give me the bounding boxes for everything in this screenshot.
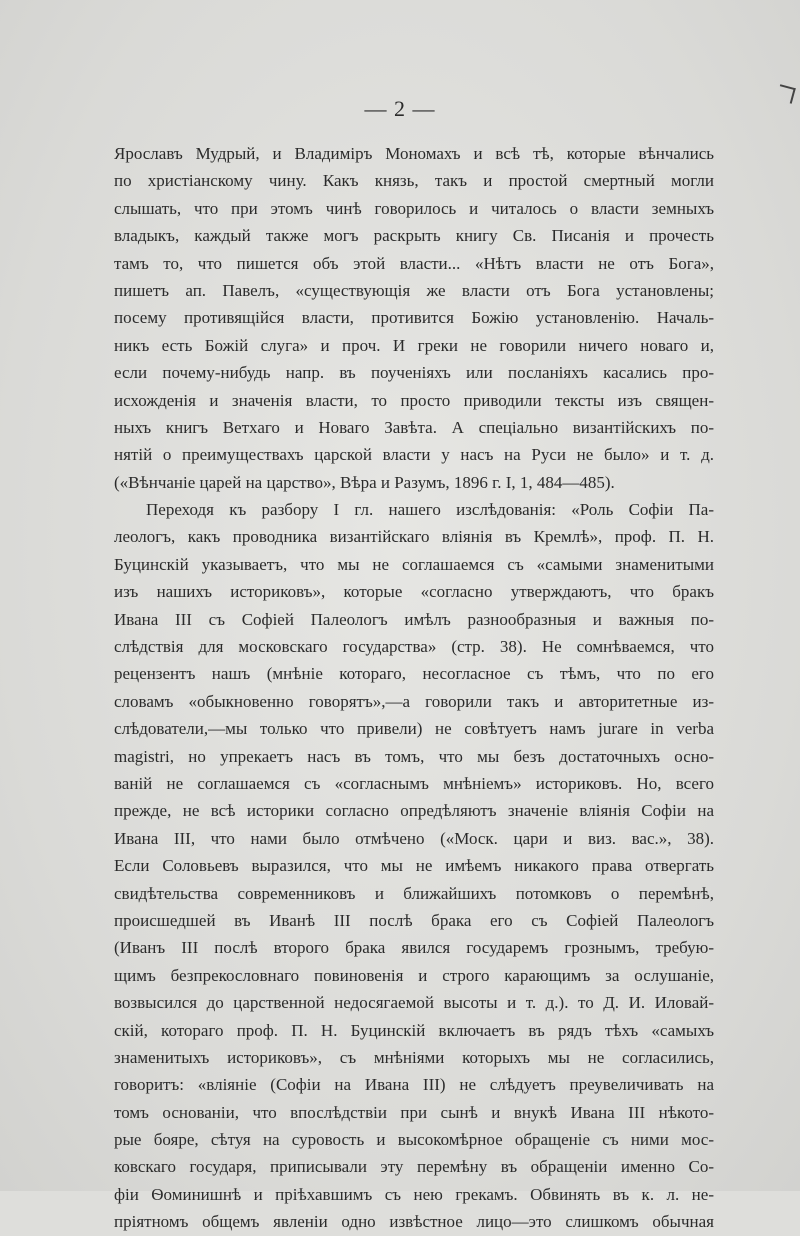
text-line: тамъ то, что пишется объ этой власти... «Нѣтъ власти не отъ Бога», bbox=[114, 253, 714, 273]
text-line: леологъ, какъ проводника византійскаго вліянія въ Кремлѣ», проф. П. Н. bbox=[114, 527, 714, 547]
text-line: Если Соловьевъ выразился, что мы не имѣемъ никакого права отвергать bbox=[114, 856, 714, 876]
text-line: ныхъ книгъ Ветхаго и Новаго Завѣта. А спеціально византійскихъ по- bbox=[114, 417, 714, 437]
text-line: Ивана III съ Софіей Палеологъ имѣлъ разнообразныя и важныя по- bbox=[114, 609, 714, 629]
text-line: ковскаго государя, приписывали эту перемѣну въ обращеніи именно Со- bbox=[114, 1157, 714, 1177]
text-line: слышать, что при этомъ чинѣ говорилось и читалось о власти земныхъ bbox=[114, 198, 714, 218]
text-line: фіи Ѳоминишнѣ и пріѣхавшимъ съ нею грекамъ. Обвинять въ к. л. не- bbox=[114, 1184, 714, 1204]
text-line: ваній не соглашаемся съ «согласнымъ мнѣніемъ» историковъ. Но, всего bbox=[114, 773, 714, 793]
text-line: пріятномъ общемъ явленіи одно извѣстное лицо—это слишкомъ обычная bbox=[114, 1212, 714, 1232]
text-line: владыкъ, каждый также могъ раскрыть книгу Св. Писанія и прочесть bbox=[114, 226, 714, 246]
text-line: исхожденія и значенія власти, то просто приводили тексты изъ священ- bbox=[114, 390, 714, 410]
text-line: («Вѣнчаніе царей на царство», Вѣра и Разумъ, 1896 г. I, 1, 484—485). bbox=[114, 472, 615, 492]
text-line: рецензентъ нашъ (мнѣніе котораго, несогласное съ тѣмъ, что по его bbox=[114, 664, 714, 684]
text-line: возвысился до царственной недосягаемой высоты и т. д.). то Д. И. Иловай- bbox=[114, 993, 714, 1013]
text-line: если почему-нибудь напр. въ поученіяхъ или посланіяхъ касались про- bbox=[114, 363, 714, 383]
text-line: Переходя къ разбору I гл. нашего изслѣдованія: «Роль Софіи Па- bbox=[146, 500, 714, 520]
text-line: слѣдователи,—мы только что привели) не совѣтуетъ намъ jurare in verba bbox=[114, 719, 714, 739]
text-line: (Иванъ III послѣ второго брака явился государемъ грознымъ, требую- bbox=[114, 938, 714, 958]
text-line: Буцинскій указываетъ, что мы не соглашаемся съ «самыми знаменитыми bbox=[114, 554, 714, 574]
page-number: — 2 — bbox=[364, 96, 436, 121]
text-line: Ивана III, что нами было отмѣчено («Моск. цари и виз. вас.», 38). bbox=[114, 828, 714, 848]
text-line: пишетъ ап. Павелъ, «существующія же власти отъ Бога установлены; bbox=[114, 280, 714, 300]
text-line: томъ основаніи, что впослѣдствіи при сынѣ и внукѣ Ивана III нѣкото- bbox=[114, 1102, 714, 1122]
text-line: рые бояре, сѣтуя на суровость и высокомѣрное обращеніе съ ними мос- bbox=[114, 1130, 714, 1150]
text-line: прежде, не всѣ историки согласно опредѣляютъ значеніе вліянія Софіи на bbox=[114, 801, 714, 821]
text-line: словамъ «обыкновенно говорятъ»,—а говорили такъ и авторитетные из- bbox=[114, 691, 714, 711]
text-line: скій, котораго проф. П. Н. Буцинскій включаетъ въ рядъ тѣхъ «самыхъ bbox=[114, 1020, 714, 1040]
text-line: знаменитыхъ историковъ», съ мнѣніями которыхъ мы не согласились, bbox=[114, 1047, 714, 1067]
text-line: посему противящійся власти, противится Божію установленію. Началь- bbox=[114, 308, 714, 328]
text-line: слѣдствія для московскаго государства» (стр. 38). Не сомнѣваемся, что bbox=[114, 637, 714, 657]
text-line: изъ нашихъ историковъ», которые «согласно утверждаютъ, что бракъ bbox=[114, 582, 714, 602]
body-text bbox=[114, 140, 714, 1236]
text-line: по христіанскому чину. Какъ князь, такъ и простой смертный могли bbox=[114, 171, 714, 191]
text-line: происшедшей въ Иванѣ III послѣ брака его съ Софіей Палеологъ bbox=[114, 910, 714, 930]
text-line: говоритъ: «вліяніе (Софіи на Ивана III) не слѣдуетъ преувеличивать на bbox=[114, 1075, 714, 1095]
text-line: нятій о преимуществахъ царской власти у насъ на Руси не было» и т. д. bbox=[114, 445, 714, 465]
text-line: свидѣтельства современниковъ и ближайшихъ потомковъ о перемѣнѣ, bbox=[114, 883, 714, 903]
text-line: magistri, но упрекаетъ насъ въ томъ, что мы безъ достаточныхъ осно- bbox=[114, 746, 714, 766]
text-line: Ярославъ Мудрый, и Владиміръ Мономахъ и всѣ тѣ, которые вѣнчались bbox=[114, 144, 714, 163]
text-line: щимъ безпрекословнаго повиновенія и строго карающимъ за ослушаніе, bbox=[114, 965, 714, 985]
text-line: никъ есть Божій слуга» и проч. И греки не говорили ничего новаго и, bbox=[114, 335, 714, 355]
